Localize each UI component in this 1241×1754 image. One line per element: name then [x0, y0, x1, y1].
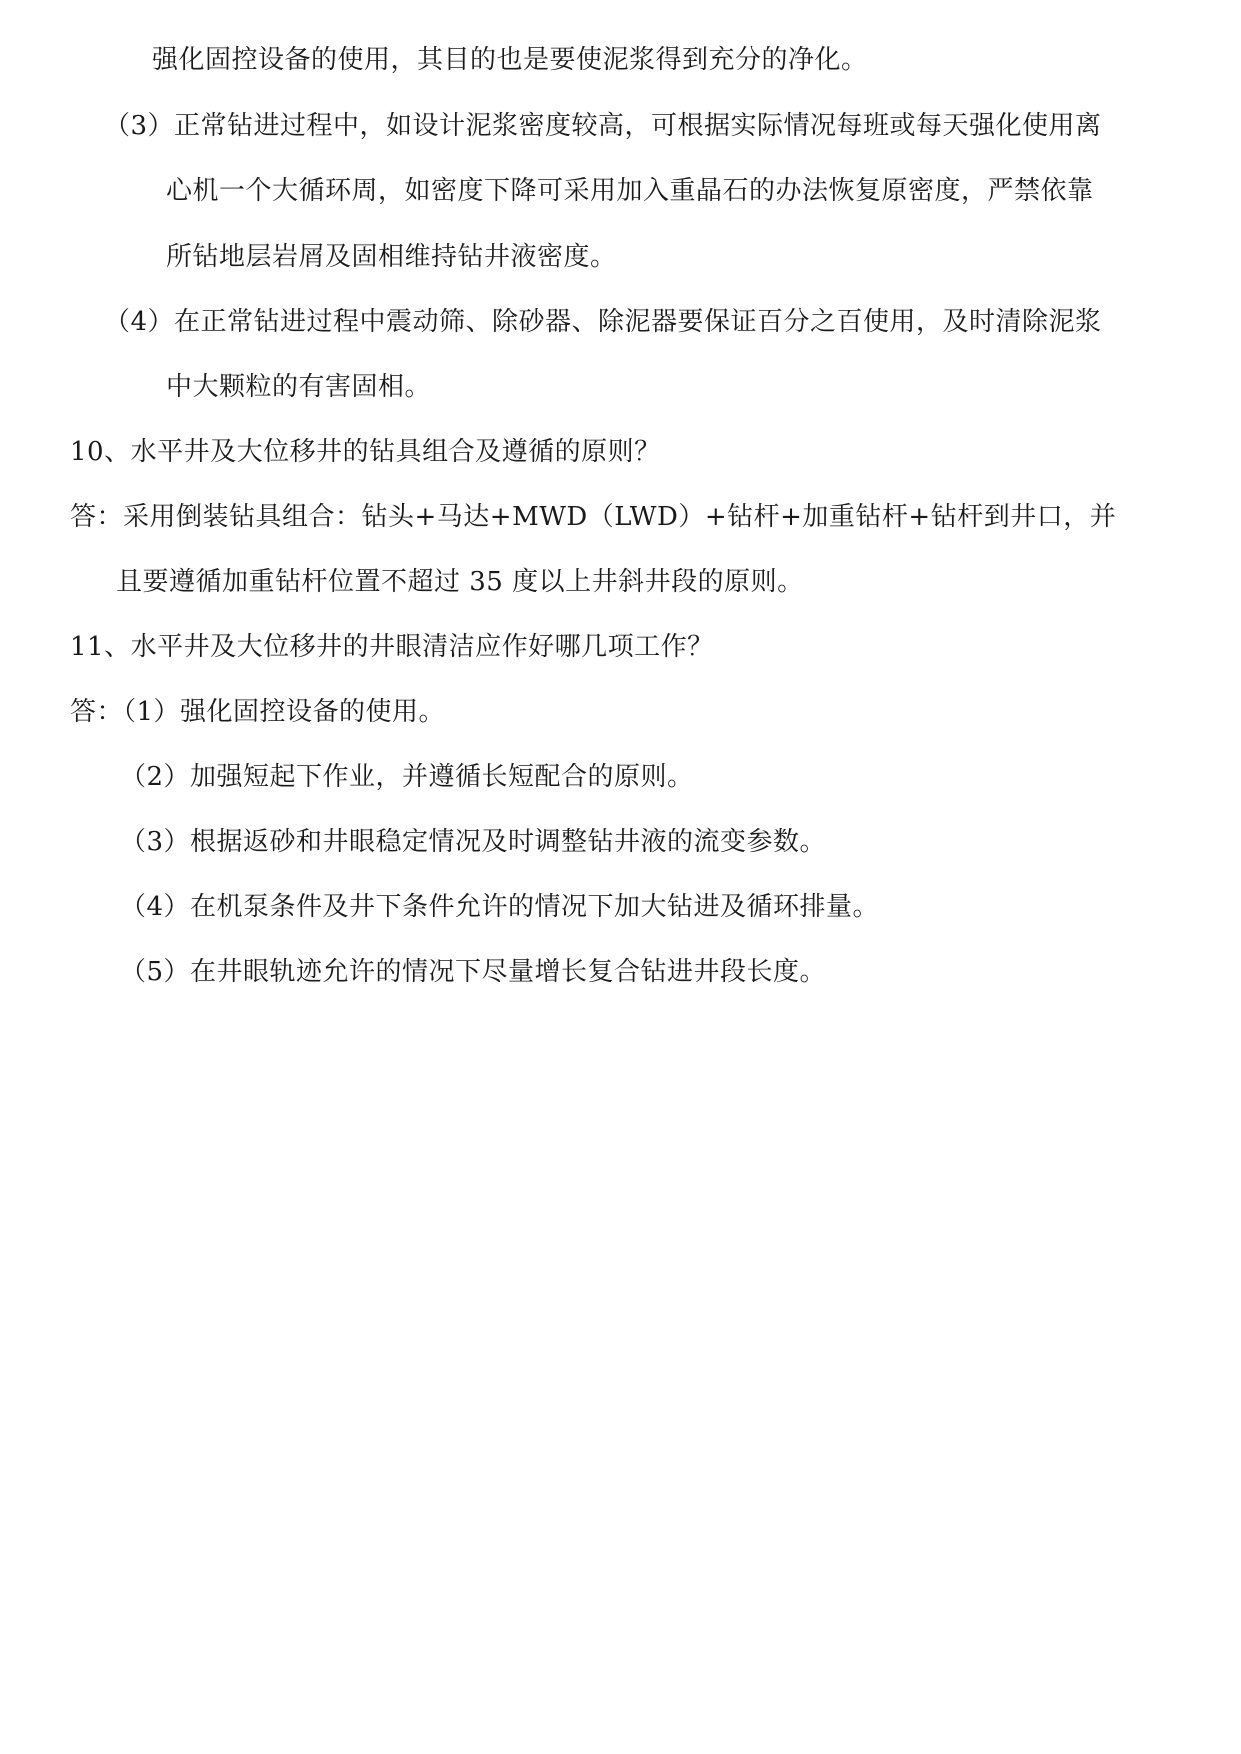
- question-11: 11、水平井及大位移井的井眼清洁应作好哪几项工作？: [70, 632, 714, 662]
- paragraph-line: 强化固控设备的使用，其目的也是要使泥浆得到充分的净化。: [152, 45, 868, 75]
- paragraph-line: 中大颗粒的有害固相。: [166, 372, 432, 402]
- list-item-5: （5）在井眼轨迹允许的情况下尽量增长复合钻进井段长度。: [120, 957, 827, 987]
- paragraph-line: 心机一个大循环周，如密度下降可采用加入重晶石的办法恢复原密度，严禁依靠: [166, 176, 1094, 206]
- list-item-4: （4）在正常钻进过程中震动筛、除砂器、除泥器要保证百分之百使用，及时清除泥浆: [104, 307, 1102, 337]
- paragraph-line: 所钻地层岩屑及固相维持钻井液密度。: [166, 242, 617, 272]
- answer-11: 答：（1）强化固控设备的使用。: [70, 697, 446, 727]
- answer-10: 答：采用倒装钻具组合：钻头+马达+MWD（LWD）+钻杆+加重钻杆+钻杆到井口，并: [70, 502, 1117, 532]
- list-item-3: （3）根据返砂和井眼稳定情况及时调整钻井液的流变参数。: [120, 827, 827, 857]
- list-item-4: （4）在机泵条件及井下条件允许的情况下加大钻进及循环排量。: [120, 892, 880, 922]
- question-10: 10、水平井及大位移井的钻具组合及遵循的原则？: [70, 437, 661, 467]
- list-item-3: （3）正常钻进过程中，如设计泥浆密度较高，可根据实际情况每班或每天强化使用离: [104, 111, 1102, 141]
- list-item-2: （2）加强短起下作业，并遵循长短配合的原则。: [120, 762, 694, 792]
- paragraph-line: 且要遵循加重钻杆位置不超过 35 度以上井斜井段的原则。: [116, 567, 804, 597]
